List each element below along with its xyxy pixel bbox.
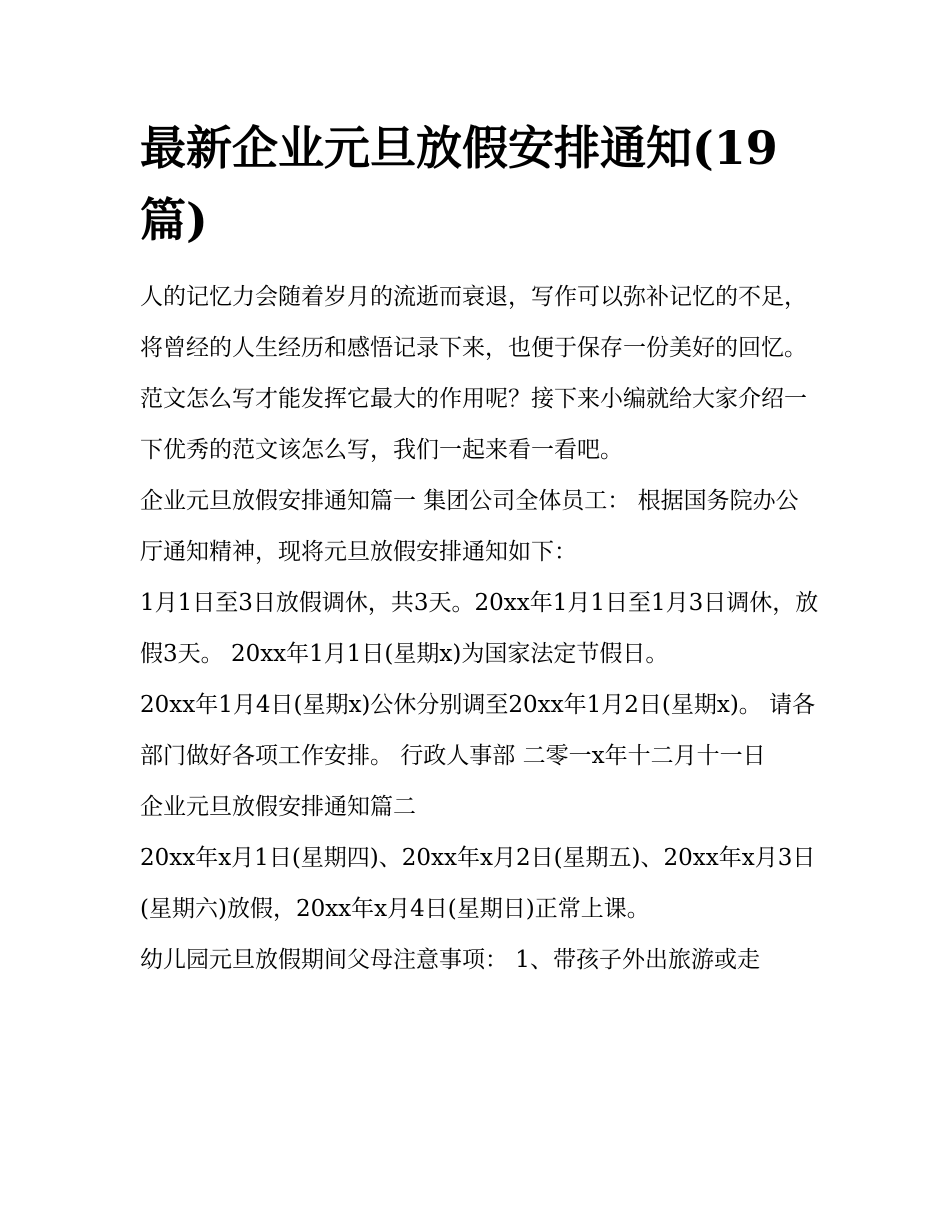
document-body (140, 272, 820, 986)
paragraph-holiday-dates: 1月1日至3日放假调休，共3天。20xx年1月1日至1月3日调休，放假3天。 20xx年1月1日(星期x)为国家法定节假日。 (140, 590, 819, 667)
document-title (140, 112, 830, 256)
paragraph-school-schedule: 20xx年x月1日(星期四)、20xx年x月2日(星期五)、20xx年x月3日(星期六)放假，20xx年x月4日(星期日)正常上课。 (140, 845, 816, 922)
paragraph-adjustment: 20xx年1月4日(星期x)公休分别调至20xx年1月2日(星期x)。 请各部门做好各项工作安排。 行政人事部 二零一x年十二月十一日 (140, 692, 816, 769)
title-line-1: 最新企业元旦放假安排通知(19 (140, 121, 778, 175)
paragraph-notice-1-heading: 企业元旦放假安排通知篇一 集团公司全体员工： 根据国务院办公厅通知精神，现将元旦放假安排通知如下： (140, 488, 799, 565)
title-line-2: 篇) (140, 193, 208, 247)
paragraph-parent-notes: 幼儿园元旦放假期间父母注意事项： 1、带孩子外出旅游或走 (140, 947, 760, 973)
paragraph-intro: 人的记忆力会随着岁月的流逝而衰退，写作可以弥补记忆的不足，将曾经的人生经历和感悟记录下来，也便于保存一份美好的回忆。范文怎么写才能发挥它最大的作用呢？接下来小编就给大家介绍一下优秀的范文该怎么写，我们一起来看一看吧。 (140, 284, 807, 463)
paragraph-notice-2-heading: 企业元旦放假安排通知篇二 (140, 794, 416, 820)
